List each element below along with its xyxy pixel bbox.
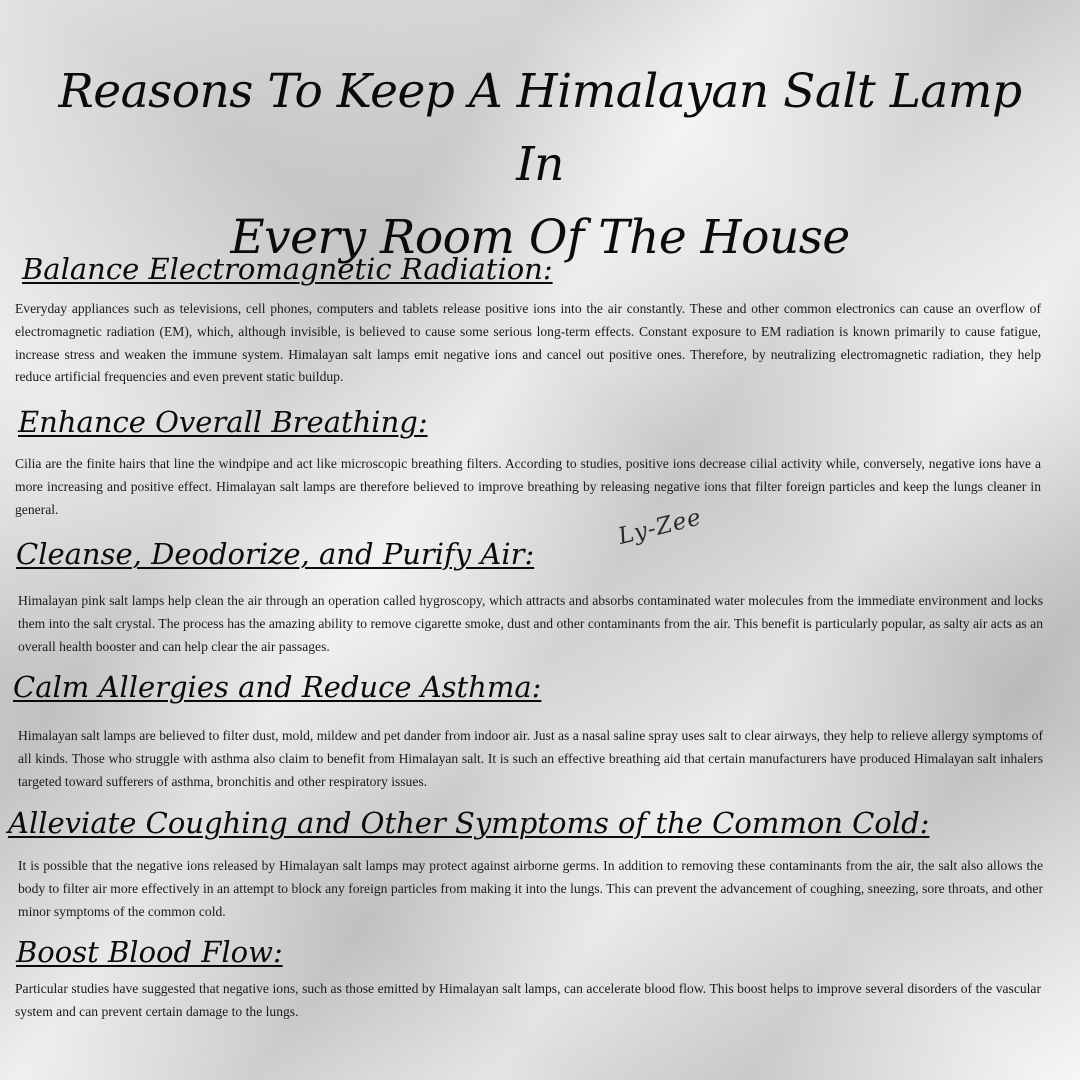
title-line-1: Reasons To Keep A Himalayan Salt Lamp In	[58, 64, 1022, 192]
paragraph-alleviate-coughing: It is possible that the negative ions released by Himalayan salt lamps may protect against airborne germs. In addition to removing these contaminants from the air, the salt also allows the body to filter air more effectively in an attempt to block any foreign particles from making it into the lungs. This can prevent the advancement of coughing, sneezing, sore throats, and other minor symptoms of the common cold.	[18, 858, 1043, 919]
heading-enhance-breathing: Enhance Overall Breathing:	[18, 405, 428, 439]
paragraph-balance-radiation: Everyday appliances such as televisions, cell phones, computers and tablets release positive ions into the air constantly. These and other common electronics can cause an overflow of electromagnetic radiation (EM), which, although invisible, is believed to cause some serious long-term effects. Constant exposure to EM radiation is known primarily to cause fatigue, increase stress and weaken the immune system. Himalayan salt lamps emit negative ions and cancel out positive ones. Therefore, by neutralizing electromagnetic radiation, they help reduce artificial frequencies and even prevent static buildup.	[15, 301, 1041, 385]
paragraph-enhance-breathing: Cilia are the finite hairs that line the windpipe and act like microscopic breathing filters. According to studies, positive ions decrease cilial activity while, conversely, negative ions have a more increasing and positive effect. Himalayan salt lamps are therefore believed to improve breathing by releasing negative ions that filter foreign particles and keep the lungs cleaner in general.	[15, 456, 1041, 517]
heading-alleviate-coughing: Alleviate Coughing and Other Symptoms of the Common Cold:	[8, 806, 930, 840]
heading-balance-radiation: Balance Electromagnetic Radiation:	[22, 252, 553, 286]
paragraph-boost-blood-flow: Particular studies have suggested that negative ions, such as those emitted by Himalayan salt lamps, can accelerate blood flow. This boost helps to improve several disorders of the vascular system and can prevent certain damage to the lungs.	[15, 981, 1041, 1019]
paragraph-cleanse-air: Himalayan pink salt lamps help clean the air through an operation called hygroscopy, which attracts and absorbs contaminated water molecules from the immediate environment and locks them into the salt crystal. The process has the amazing ability to remove cigarette smoke, dust and other contaminants from the air. This benefit is particularly popular, as salty air acts as an overall health booster and can help clear the air passages.	[18, 593, 1043, 654]
title-line-2: Every Room Of The House	[230, 210, 850, 265]
heading-boost-blood-flow: Boost Blood Flow:	[16, 935, 283, 969]
heading-calm-allergies: Calm Allergies and Reduce Asthma:	[13, 670, 542, 704]
signature: Ly-Zee	[615, 504, 705, 550]
heading-cleanse-air: Cleanse, Deodorize, and Purify Air:	[16, 537, 535, 571]
page-title	[30, 55, 1050, 274]
paragraph-calm-allergies: Himalayan salt lamps are believed to filter dust, mold, mildew and pet dander from indoor air. Just as a nasal saline spray uses salt to clear airways, they help to relieve allergy symptoms of all kinds. Those who struggle with asthma also claim to benefit from Himalayan salt. It is such an effective breathing aid that certain manufacturers have produced Himalayan salt inhalers targeted toward sufferers of asthma, bronchitis and other respiratory issues.	[18, 728, 1043, 789]
